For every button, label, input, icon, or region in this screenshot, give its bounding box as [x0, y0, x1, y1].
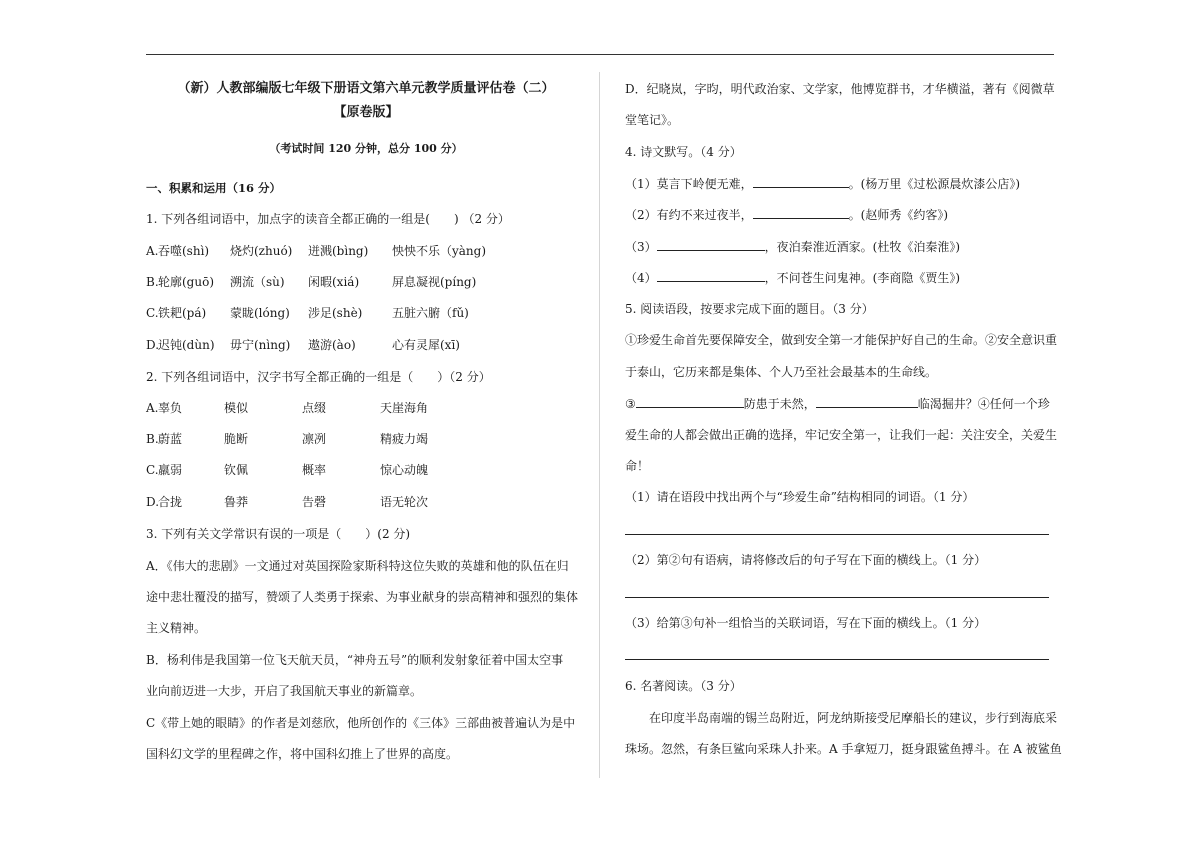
answer-line[interactable] [625, 534, 1049, 535]
header-rule [146, 54, 1054, 55]
section-heading: 一、积累和运用（16 分） [146, 181, 282, 195]
q3-line: B．杨利伟是我国第一位飞天航天员，“神舟五号”的顺利发射象征着中国太空事 [146, 653, 564, 667]
answer-blank[interactable] [753, 175, 849, 188]
q5-passage: 命！ [625, 459, 650, 473]
answer-blank[interactable] [657, 238, 765, 251]
q4-item: （3） ，夜泊秦淮近酒家。(杜牧《泊秦淮》) [625, 240, 961, 254]
q6-stem: 6. 名著阅读。（3 分） [625, 679, 742, 693]
q6-passage: 珠场。忽然，有条巨鲨向采珠人扑来。A 手拿短刀，挺身跟鲨鱼搏斗。在 A 被鲨鱼 [625, 742, 1062, 756]
answer-blank[interactable] [657, 269, 765, 282]
q3-line: 国科幻文学的里程碑之作，将中国科幻推上了世界的高度。 [146, 747, 459, 761]
answer-blank[interactable] [636, 395, 744, 408]
answer-line[interactable] [625, 659, 1049, 660]
q5-stem: 5. 阅读语段，按要求完成下面的题目。（3 分） [625, 302, 874, 316]
q5-sub3: （3）给第③句补一组恰当的关联词语，写在下面的横线上。（1 分） [625, 616, 987, 630]
q4-item: （4） ，不问苍生问鬼神。(李商隐《贾生》) [625, 271, 961, 285]
q6-passage: 在印度半岛南端的锡兰岛附近，阿龙纳斯接受尼摩船长的建议，步行到海底采 [649, 711, 1058, 725]
q3-line: 业向前迈进一大步，开启了我国航天事业的新篇章。 [146, 684, 423, 698]
q5-sub1: （1）请在语段中找出两个与“珍爱生命”结构相同的词语。（1 分） [625, 490, 975, 504]
q3-option-d-cont: 堂笔记》。 [625, 113, 680, 127]
q4-item: （2）有约不来过夜半， 。(赵师秀《约客》) [625, 208, 949, 222]
q2-stem: 2. 下列各组词语中，汉字书写全都正确的一组是（ ）（2 分） [146, 370, 491, 384]
q5-passage: ①珍爱生命首先要保障安全，做到安全第一才能保护好自己的生命。②安全意识重 [625, 333, 1058, 347]
page-title: （新）人教部编版七年级下册语文第六单元教学质量评估卷（二） [177, 81, 555, 96]
q5-passage: 爱生命的人都会做出正确的选择，牢记安全第一，让我们一起：关注安全，关爱生 [625, 428, 1058, 442]
answer-blank[interactable] [753, 206, 849, 219]
page-subtitle: 【原卷版】 [333, 105, 399, 120]
column-divider [599, 72, 600, 778]
q5-passage: ③ 防患于未然， 临渴掘井？④任何一个珍 [625, 397, 1050, 411]
q3-stem: 3. 下列有关文学常识有误的一项是（ ）(2 分) [146, 527, 411, 541]
q3-line: A．《伟大的悲剧》一文通过对英国探险家斯科特这位失败的英雄和他的队伍在归 [146, 559, 569, 573]
q5-passage: 于泰山，它历来都是集体、个人乃至社会最基本的生命线。 [625, 365, 938, 379]
q1-stem: 1. 下列各组词语中，加点字的读音全都正确的一组是( ) （2 分） [146, 212, 510, 226]
q5-sub2: （2）第②句有语病，请将修改后的句子写在下面的横线上。（1 分） [625, 553, 987, 567]
q3-line: 主义精神。 [146, 621, 207, 635]
exam-info: （考试时间 120 分钟，总分 100 分） [269, 142, 463, 155]
q4-item: （1）莫言下岭便无难， 。(杨万里《过松源晨炊漆公店》) [625, 177, 1021, 191]
q3-line: C《带上她的眼睛》的作者是刘慈欣，他所创作的《三体》三部曲被普遍认为是中 [146, 716, 576, 730]
answer-line[interactable] [625, 597, 1049, 598]
q3-line: 途中悲壮覆没的描写，赞颂了人类勇于探索、为事业献身的崇高精神和强烈的集体 [146, 590, 579, 604]
q4-stem: 4. 诗文默写。（4 分） [625, 145, 742, 159]
q3-option-d: D．纪晓岚，字昀，明代政治家、文学家，他博览群书，才华横溢，著有《阅微草 [625, 82, 1055, 96]
answer-blank[interactable] [816, 395, 918, 408]
